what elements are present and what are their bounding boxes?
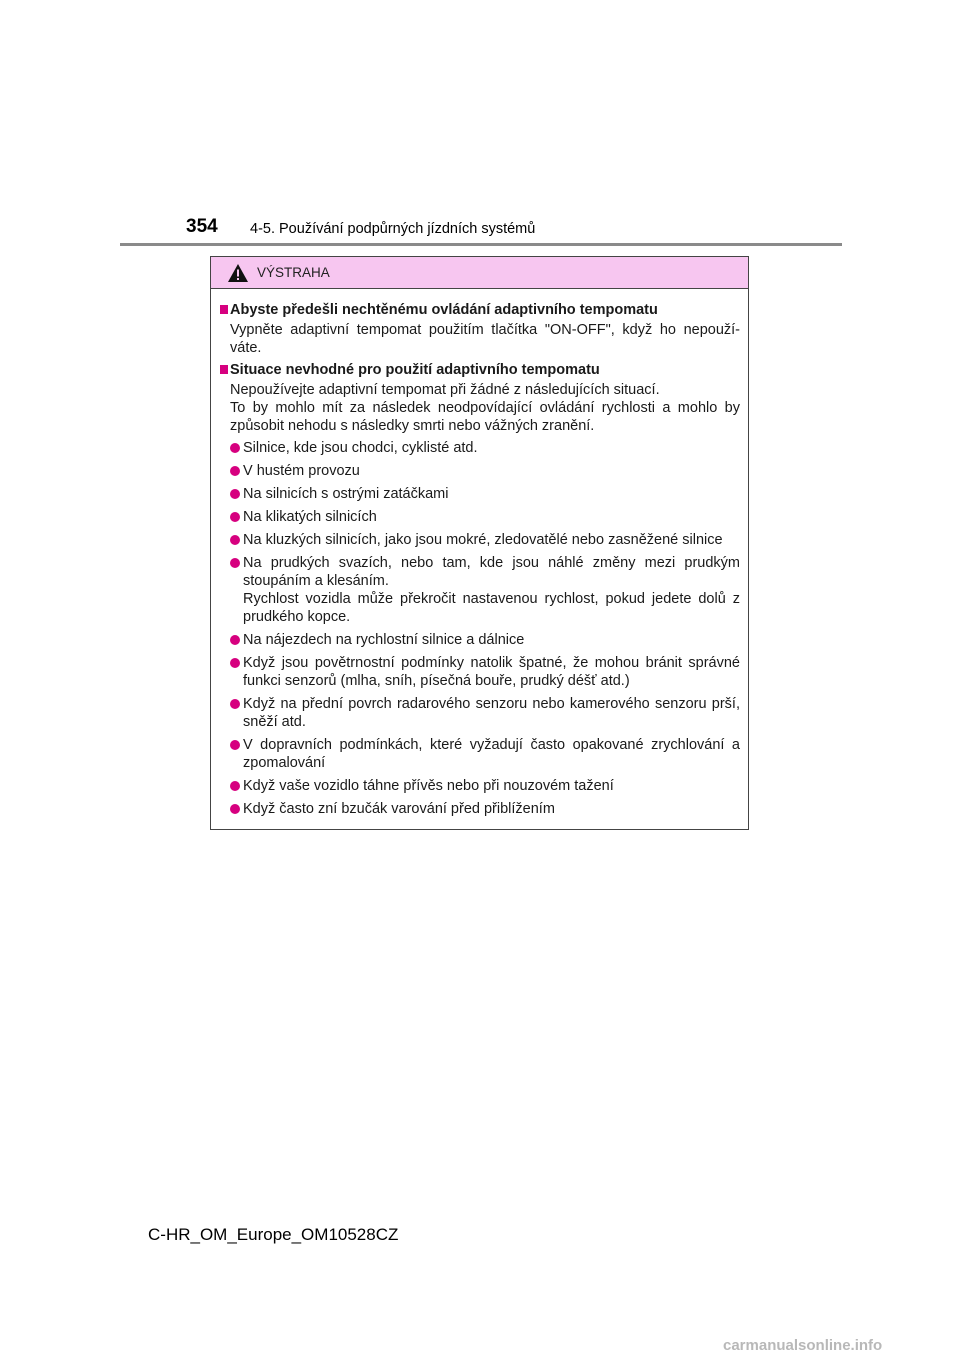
list-item	[220, 508, 740, 526]
list-item-text: V dopravních podmínkách, které vyžadují často opakované zrychlování a zpomalování	[243, 737, 740, 771]
list-item	[220, 462, 740, 480]
list-item-text: Když vaše vozidlo táhne přívěs nebo při nouzovém tažení	[243, 778, 614, 794]
list-item-text: Na silnicích s ostrými zatáčkami	[243, 486, 449, 502]
warning-title: VÝSTRAHA	[257, 265, 330, 280]
list-item-text: Rychlost vozidla může překročit nastavenou rychlost, pokud jedete dolů z prudkého kopce.	[243, 591, 740, 625]
list-item	[220, 439, 740, 457]
paragraph-line: To by mohlo mít za následek neodpovídající ovládání rychlosti a mohlo by způsobit nehodu s následky smrti nebo vážných zranění.	[230, 400, 740, 434]
section-title: 4-5. Používání podpůrných jízdních systémů	[250, 221, 536, 237]
list-item	[220, 777, 740, 795]
paragraph-line: Nepoužívejte adaptivní tempomat při žádné z následujících situací.	[230, 382, 660, 398]
list-item	[220, 736, 740, 772]
list-item-text: Silnice, kde jsou chodci, cyklisté atd.	[243, 440, 478, 456]
round-bullet-icon	[230, 558, 240, 568]
round-bullet-icon	[230, 512, 240, 522]
list-item-text: Když jsou povětrnostní podmínky natolik špatné, že mohou bránit správné funkci senzorů (mlha, sníh, písečná bouře, prudký déšť atd.)	[243, 655, 740, 689]
round-bullet-icon	[230, 466, 240, 476]
subheading-text: Situace nevhodné pro použití adaptivního tempomatu	[230, 362, 600, 378]
subheading-text: Abyste předešli nechtěnému ovládání adaptivního tempomatu	[230, 302, 658, 318]
list-item	[220, 631, 740, 649]
list-item-text: Když často zní bzučák varování před přiblížením	[243, 801, 555, 817]
document-code: C-HR_OM_Europe_OM10528CZ	[148, 1225, 399, 1244]
list-item	[220, 654, 740, 690]
list-item	[220, 695, 740, 731]
round-bullet-icon	[230, 535, 240, 545]
round-bullet-icon	[230, 740, 240, 750]
list-item	[220, 800, 740, 818]
round-bullet-icon	[230, 489, 240, 499]
warning-body	[211, 289, 748, 818]
warning-subheading	[220, 301, 740, 319]
warning-triangle-icon	[227, 263, 249, 283]
list-item	[220, 531, 740, 549]
list-item	[220, 485, 740, 503]
list-item-text: Na kluzkých silnicích, jako jsou mokré, zledovatělé nebo zasněžené silnice	[243, 532, 723, 548]
header-divider	[120, 243, 842, 246]
list-item-text: Na nájezdech na rychlostní silnice a dálnice	[243, 632, 525, 648]
warning-paragraph	[220, 381, 740, 435]
list-item-text: V hustém provozu	[243, 463, 360, 479]
warning-box	[210, 256, 749, 830]
round-bullet-icon	[230, 443, 240, 453]
warning-header	[211, 257, 748, 289]
page-number: 354	[186, 216, 218, 237]
warning-paragraph: Vypněte adaptivní tempomat použitím tlačítka "ON-OFF", když ho nepouží-váte.	[230, 322, 740, 356]
list-item-text: Když na přední povrch radarového senzoru nebo kamerového senzoru prší, sněží atd.	[243, 696, 740, 730]
square-bullet-icon	[220, 365, 228, 374]
round-bullet-icon	[230, 635, 240, 645]
round-bullet-icon	[230, 804, 240, 814]
list-item-text: Na prudkých svazích, nebo tam, kde jsou náhlé změny mezi prudkým stoupáním a klesáním.	[243, 555, 740, 589]
round-bullet-icon	[230, 658, 240, 668]
warning-subheading	[220, 361, 740, 379]
list-item-text: Na klikatých silnicích	[243, 509, 377, 525]
round-bullet-icon	[230, 699, 240, 709]
round-bullet-icon	[230, 781, 240, 791]
list-item	[220, 554, 740, 626]
watermark: carmanualsonline.info	[723, 1337, 883, 1354]
square-bullet-icon	[220, 305, 228, 314]
